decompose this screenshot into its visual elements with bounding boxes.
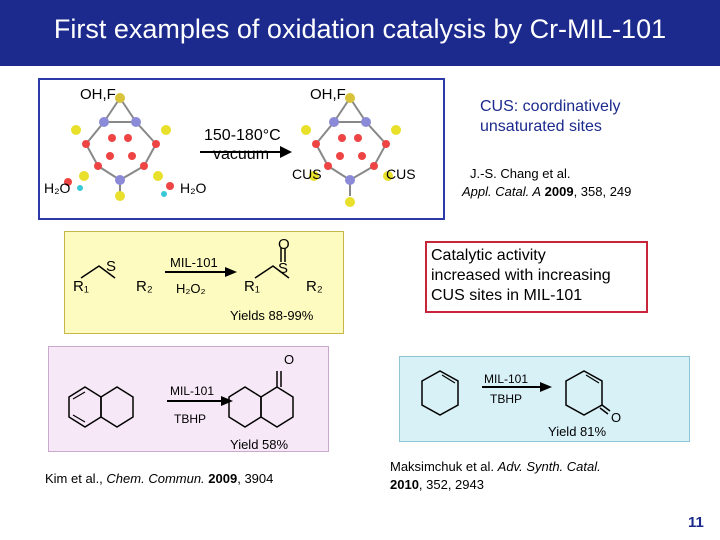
page-number: 11 <box>688 514 704 531</box>
catalytic-activity-line2: increased with increasing <box>431 267 611 284</box>
label-h2o-left: H₂O <box>44 180 71 196</box>
cyclohexene-atom-o: O <box>611 410 622 425</box>
sulfide-oxidant: H₂O₂ <box>176 281 206 296</box>
sulfide-catalyst: MIL-101 <box>170 255 218 270</box>
ref-maks-year: 2010 <box>390 477 419 492</box>
catalytic-activity-line3: CUS sites in MIL-101 <box>431 287 583 304</box>
sulfide-yield: Yields 88-99% <box>230 308 314 323</box>
ref-maks-line1 <box>390 459 601 474</box>
ref-chang-citation <box>462 184 631 199</box>
tetralin-atom-o: O <box>284 352 295 367</box>
label-cus-left: CUS <box>292 166 322 182</box>
sulfide-r1-left: R₁ <box>73 278 89 295</box>
label-h2o-right: H₂O <box>180 180 207 196</box>
ref-maks-authors: Maksimchuk et al. <box>390 459 498 474</box>
cluster-left-atoms <box>64 93 174 201</box>
cus-note-line2: unsaturated sites <box>480 118 602 135</box>
ref-maks-journal: Adv. Synth. Catal. <box>497 459 601 474</box>
ref-kim <box>45 471 273 486</box>
ref-chang-year: 2009 <box>544 184 574 199</box>
tetralin-yield: Yield 58% <box>230 437 289 452</box>
ref-kim-pages: , 3904 <box>237 471 274 486</box>
slide-title: First examples of oxidation catalysis by Cr-MIL-101 <box>53 14 667 44</box>
cus-note-line1: CUS: coordinatively <box>480 98 621 115</box>
ref-chang-journal: Appl. Catal. A <box>462 184 542 199</box>
catalytic-activity-line1: Catalytic activity <box>431 247 546 264</box>
cyclohexene-oxidant: TBHP <box>490 392 523 406</box>
ref-kim-authors: Kim et al., <box>45 471 107 486</box>
label-oh-f-left: OH,F <box>80 86 116 103</box>
sulfide-atom-s-left: S <box>106 258 117 275</box>
ref-maks-vol-pages: , 352, 2943 <box>418 477 484 492</box>
sulfide-atom-s-right: S <box>278 260 289 277</box>
cyclohexene-oxidation-panel <box>399 356 690 442</box>
label-cus-right: CUS <box>386 166 416 182</box>
condition-temperature: 150-180°C <box>204 127 281 144</box>
tetralin-oxidant: TBHP <box>174 412 207 426</box>
ref-chang-authors: J.-S. Chang et al. <box>470 166 571 181</box>
ref-chang-vol-pages: , 358, 249 <box>573 184 632 199</box>
sulfide-r2-left: R₂ <box>136 278 153 295</box>
sulfide-r2-right: R₂ <box>306 278 323 295</box>
sulfide-r1-right: R₁ <box>244 278 260 295</box>
catalytic-activity-text <box>431 246 643 306</box>
cyclohexene-catalyst: MIL-101 <box>484 372 529 386</box>
ref-maks-line2 <box>390 477 484 492</box>
ref-kim-year: 2009 <box>208 471 238 486</box>
condition-vacuum: vacuum <box>213 146 270 163</box>
cyclohexene-yield: Yield 81% <box>548 424 607 439</box>
ref-kim-journal: Chem. Commun. <box>106 471 205 486</box>
label-oh-f-right: OH,F <box>310 86 346 103</box>
tetralin-catalyst: MIL-101 <box>170 384 215 398</box>
sulfide-atom-o: O <box>278 236 290 253</box>
cyclohexene-reaction-scheme <box>400 357 689 441</box>
